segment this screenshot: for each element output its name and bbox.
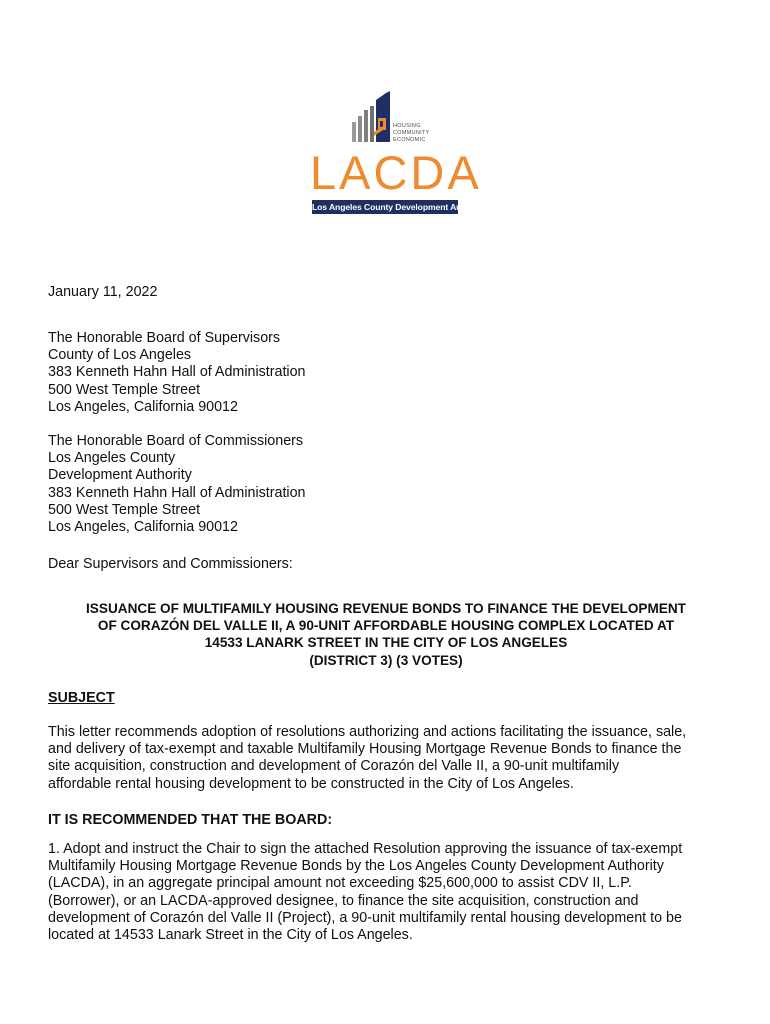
logo-tagline-line: HOUSING bbox=[393, 123, 421, 129]
logo-gray-bar-2 bbox=[358, 116, 362, 142]
recommendation-heading: IT IS RECOMMENDED THAT THE BOARD: bbox=[48, 812, 333, 828]
logo-bar-text: Los Angeles County Development Authority bbox=[312, 202, 488, 212]
subject-paragraph bbox=[48, 724, 728, 793]
salutation: Dear Supervisors and Commissioners: bbox=[48, 556, 293, 572]
address-line: 383 Kenneth Hahn Hall of Administration bbox=[48, 364, 306, 381]
paragraph-line: and delivery of tax-exempt and taxable Multifamily Housing Mortgage Revenue Bonds to finance the bbox=[48, 741, 682, 758]
address-line: The Honorable Board of Supervisors bbox=[48, 330, 281, 346]
address-line: Los Angeles, California 90012 bbox=[48, 398, 238, 415]
paragraph-line: 1. Adopt and instruct the Chair to sign the attached Resolution approving the issuance of tax-exempt bbox=[48, 841, 683, 857]
paragraph-line: development of Corazón del Valle II (Project), a 90-unit multifamily rental housing development to be bbox=[48, 909, 682, 926]
paragraph-line: This letter recommends adoption of resolutions authorizing and actions facilitating the issuance, sale, bbox=[48, 724, 687, 740]
recipient-supervisors-address bbox=[48, 330, 728, 416]
subject-heading: SUBJECT bbox=[48, 690, 115, 706]
address-line: Los Angeles County bbox=[48, 450, 176, 467]
recommendation-item-1 bbox=[48, 841, 728, 944]
logo-gray-bar-4 bbox=[370, 106, 374, 142]
address-line: 500 West Temple Street bbox=[48, 381, 201, 398]
address-line: Development Authority bbox=[48, 467, 192, 484]
letter-date: January 11, 2022 bbox=[48, 284, 158, 300]
logo-tagline bbox=[393, 123, 430, 144]
title-line: ISSUANCE OF MULTIFAMILY HOUSING REVENUE BONDS TO FINANCE THE DEVELOPMENT bbox=[86, 601, 686, 616]
address-line: Los Angeles, California 90012 bbox=[48, 519, 238, 536]
logo-gray-bar-1 bbox=[352, 122, 356, 142]
paragraph-line: site acquisition, construction and development of Corazón del Valle II, a 90-unit multifamily bbox=[48, 758, 620, 775]
logo-tagline-line: ECONOMIC bbox=[393, 137, 426, 143]
paragraph-line: (LACDA), in an aggregate principal amount not exceeding $25,600,000 to assist CDV II, L.P. bbox=[48, 875, 632, 892]
address-line: 500 West Temple Street bbox=[48, 501, 201, 518]
logo-navy-tower bbox=[376, 91, 390, 142]
letter-title bbox=[30, 600, 742, 669]
recipient-commissioners-address bbox=[48, 433, 728, 536]
title-line: OF CORAZÓN DEL VALLE II, A 90-UNIT AFFORDABLE HOUSING COMPLEX LOCATED AT bbox=[97, 618, 675, 634]
logo-wordmark: LACDA bbox=[310, 146, 482, 199]
title-line: (DISTRICT 3) (3 VOTES) bbox=[309, 652, 463, 668]
address-line: County of Los Angeles bbox=[48, 347, 192, 364]
paragraph-line: Multifamily Housing Mortgage Revenue Bonds by the Los Angeles County Development Authority bbox=[48, 858, 664, 875]
title-line: 14533 LANARK STREET IN THE CITY OF LOS ANGELES bbox=[204, 635, 568, 651]
logo-gray-bar-3 bbox=[364, 110, 368, 142]
paragraph-line: (Borrower), or an LACDA-approved designee, to finance the site acquisition, construction and bbox=[48, 892, 639, 909]
paragraph-line: affordable rental housing development to be constructed in the City of Los Angeles. bbox=[48, 775, 574, 792]
logo-tagline-line: COMMUNITY bbox=[393, 130, 430, 136]
address-line: 383 Kenneth Hahn Hall of Administration bbox=[48, 484, 306, 501]
address-line: The Honorable Board of Commissioners bbox=[48, 433, 304, 449]
paragraph-line: located at 14533 Lanark Street in the City of Los Angeles. bbox=[48, 927, 413, 944]
